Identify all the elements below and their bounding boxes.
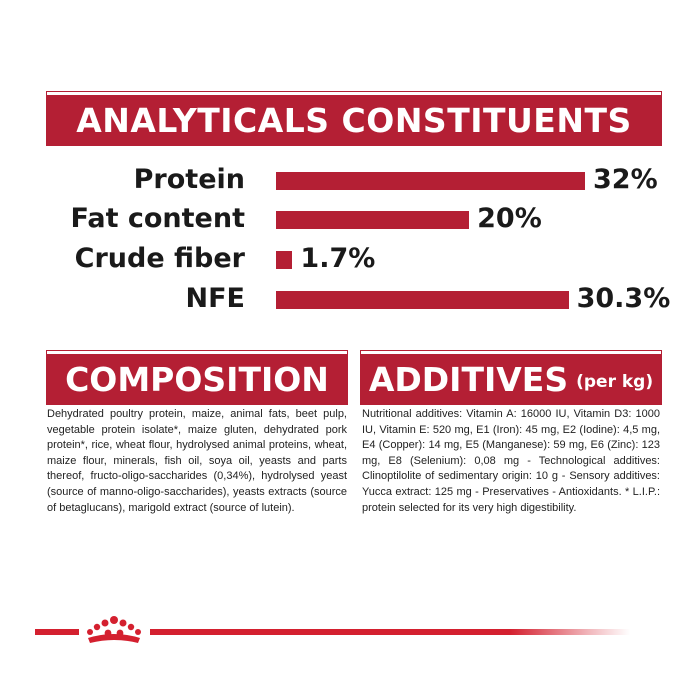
footer-line-right bbox=[150, 629, 630, 635]
composition-text: Dehydrated poultry protein, maize, animal fats, beet pulp, vegetable protein isolate*, maize gluten, dehydrated pork protein*, rice, wheat flour, hydrolysed animal proteins, wheat, maize flour, minerals, fish oil, soya oil, yeasts and parts thereof, fructo-oligo-saccharides (0,34%), hydrolysed yeast (source of manno-oligo-saccharides), yeasts extracts (source of betaglucans), marigold extract (source of lutein). bbox=[47, 408, 347, 514]
additives-text: Nutritional additives: Vitamin A: 16000 IU, Vitamin D3: 1000 IU, Vitamin E: 520 mg, E1 (Iron): 45 mg, E2 (Iodine): 4,5 mg, E4 (Copper): 14 mg, E5 (Manganese): 59 mg, E6 (Zinc): 123 mg, E8 (Selenium): 0,08 mg - Technological additives: Clinoptilolite of sedimentary origin: 10 g - Sensory additives: Yucca extract: 125 mg - Preservatives - Antioxidants. * L.I.P.: protein selected for its very high digestibility. bbox=[362, 408, 660, 514]
constituent-value: 32% bbox=[593, 164, 658, 195]
constituent-bar bbox=[276, 291, 569, 309]
constituent-row-nfe bbox=[0, 284, 700, 314]
additives-header bbox=[361, 351, 661, 404]
constituent-row-crude-fiber bbox=[0, 244, 700, 274]
constituent-label: Fat content bbox=[70, 203, 245, 234]
constituent-value: 1.7% bbox=[300, 243, 376, 274]
composition-header bbox=[47, 351, 347, 404]
constituent-label: Crude fiber bbox=[74, 243, 245, 274]
constituent-value: 30.3% bbox=[576, 283, 671, 314]
constituent-bar bbox=[276, 251, 292, 269]
additives-subtitle: (per kg) bbox=[576, 372, 654, 392]
constituent-value: 20% bbox=[477, 203, 542, 234]
composition-title: COMPOSITION bbox=[65, 359, 329, 399]
footer-line-left bbox=[35, 629, 79, 635]
constituent-label: NFE bbox=[185, 283, 245, 314]
crown-icon bbox=[80, 612, 148, 646]
constituent-bar bbox=[276, 211, 469, 229]
constituent-label: Protein bbox=[133, 164, 245, 195]
additives-title: ADDITIVES bbox=[368, 359, 569, 399]
constituent-row-fat-content bbox=[0, 204, 700, 234]
constituent-row-protein bbox=[0, 165, 700, 195]
analytical-constituents-header bbox=[47, 92, 661, 145]
analytical-constituents-title: ANALYTICALS CONSTITUENTS bbox=[76, 100, 632, 140]
constituent-bar bbox=[276, 172, 585, 190]
